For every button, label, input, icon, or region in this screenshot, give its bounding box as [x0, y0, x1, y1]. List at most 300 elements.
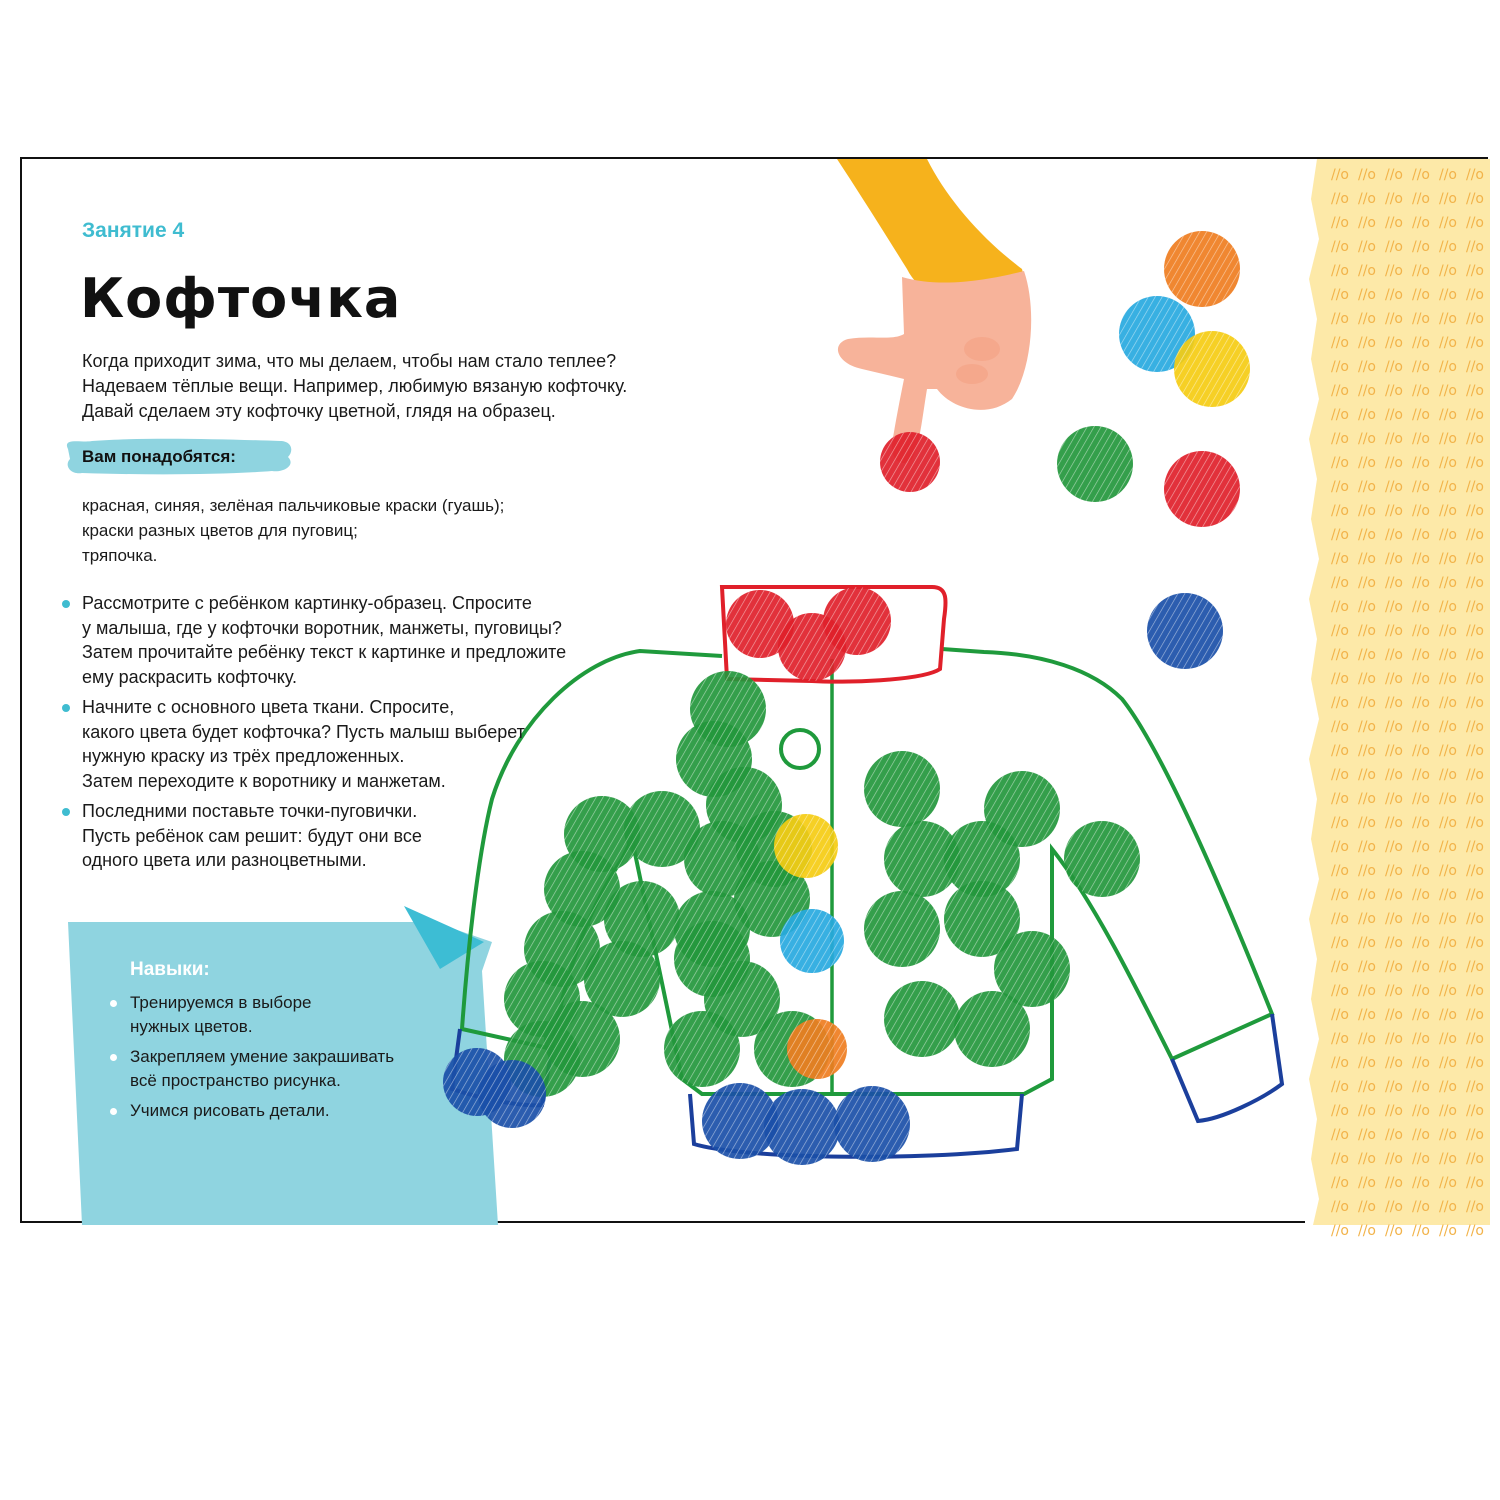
stripe-mark: //o [1331, 527, 1349, 543]
stripe-mark: //o [1385, 1007, 1403, 1023]
stripe-mark: //o [1331, 815, 1349, 831]
stripe-mark: //o [1466, 695, 1484, 711]
stripe-mark: //o [1331, 575, 1349, 591]
stripe-mark: //o [1385, 983, 1403, 999]
stripe-mark: //o [1439, 815, 1457, 831]
stripe-mark: //o [1385, 1031, 1403, 1047]
stripe-mark: //o [1358, 191, 1376, 207]
stripe-mark: //o [1466, 767, 1484, 783]
stripe-mark: //o [1358, 383, 1376, 399]
stripe-mark: //o [1466, 431, 1484, 447]
stripe-mark: //o [1331, 239, 1349, 255]
stripe-mark: //o [1358, 1031, 1376, 1047]
stripe-mark: //o [1385, 551, 1403, 567]
stripe-mark: //o [1358, 359, 1376, 375]
stripe-mark: //o [1439, 935, 1457, 951]
stripe-mark: //o [1358, 719, 1376, 735]
intro-line: Надеваем тёплые вещи. Например, любимую вязаную кофточку. [82, 376, 628, 396]
stripe-mark: //o [1439, 359, 1457, 375]
stripe-mark: //o [1331, 359, 1349, 375]
stripe-mark: //o [1466, 479, 1484, 495]
stripe-mark: //o [1412, 983, 1430, 999]
step-line: Последними поставьте точки-пуговички. [82, 801, 418, 821]
stripe-mark: //o [1331, 959, 1349, 975]
stripe-mark: //o [1412, 863, 1430, 879]
stripe-mark: //o [1412, 1103, 1430, 1119]
intro-text [82, 349, 722, 424]
stripe-mark: //o [1412, 263, 1430, 279]
stripe-mark: //o [1412, 287, 1430, 303]
stripe-mark: //o [1358, 839, 1376, 855]
step-line: Затем переходите к воротнику и манжетам. [82, 770, 446, 791]
intro-line: Когда приходит зима, что мы делаем, чтобы нам стало теплее? [82, 351, 617, 371]
stripe-mark: //o [1385, 455, 1403, 471]
stripe-mark: //o [1439, 215, 1457, 231]
bullet-icon [110, 1054, 117, 1061]
stripe-mark: //o [1385, 647, 1403, 663]
paint-dot [443, 1048, 511, 1116]
stripe-mark: //o [1331, 407, 1349, 423]
page-title: Кофточка [80, 267, 402, 330]
stripe-mark: //o [1439, 839, 1457, 855]
stripe-mark: //o [1385, 959, 1403, 975]
stripe-mark: //o [1385, 1151, 1403, 1167]
materials-label: Вам понадобятся: [82, 447, 236, 466]
paint-dot [984, 771, 1060, 847]
stripe-mark: //o [1466, 311, 1484, 327]
stripe-mark: //o [1358, 623, 1376, 639]
materials-line: красная, синяя, зелёная пальчиковые краски (гуашь); [82, 496, 505, 515]
stripe-mark: //o [1412, 767, 1430, 783]
stripe-mark: //o [1331, 1055, 1349, 1071]
skill-line: Тренируемся в выборе [130, 993, 312, 1012]
stripe-mark: //o [1331, 623, 1349, 639]
stripe-mark: //o [1466, 983, 1484, 999]
stripe-mark: //o [1331, 719, 1349, 735]
stripe-mark: //o [1358, 815, 1376, 831]
stripe-mark: //o [1439, 191, 1457, 207]
stripe-mark: //o [1439, 575, 1457, 591]
stripe-mark: //o [1439, 1055, 1457, 1071]
stripe-mark: //o [1466, 167, 1484, 183]
paint-dot [823, 587, 891, 655]
stripe-mark: //o [1358, 791, 1376, 807]
stripe-mark: //o [1439, 1127, 1457, 1143]
stripe-mark: //o [1331, 383, 1349, 399]
stripe-mark: //o [1412, 719, 1430, 735]
stripe-mark: //o [1331, 983, 1349, 999]
stripe-mark: //o [1331, 671, 1349, 687]
stripe-mark: //o [1466, 407, 1484, 423]
stripe-mark: //o [1466, 191, 1484, 207]
skills-title: Навыки: [130, 959, 210, 980]
stripe-mark: //o [1358, 1175, 1376, 1191]
stripe-mark: //o [1358, 695, 1376, 711]
stripe-mark: //o [1412, 503, 1430, 519]
stripe-mark: //o [1385, 311, 1403, 327]
bullet-icon [110, 1108, 117, 1115]
skill-item [110, 1099, 440, 1123]
stripe-mark: //o [1385, 431, 1403, 447]
paint-dot [1164, 451, 1240, 527]
paint-dot [1147, 593, 1223, 669]
stripe-mark: //o [1466, 1175, 1484, 1191]
stripe-mark: //o [1412, 479, 1430, 495]
stripe-mark: //o [1385, 671, 1403, 687]
stripe-mark: //o [1466, 887, 1484, 903]
stripe-mark: //o [1466, 647, 1484, 663]
stripe-mark: //o [1439, 719, 1457, 735]
step-item [62, 695, 662, 793]
paint-dot [774, 814, 838, 878]
stripe-mark: //o [1385, 935, 1403, 951]
paint-dot [1064, 821, 1140, 897]
stripe-mark: //o [1412, 599, 1430, 615]
stripe-mark: //o [1385, 383, 1403, 399]
stripe-mark: //o [1358, 455, 1376, 471]
stripe-mark: //o [1331, 1031, 1349, 1047]
stripe-mark: //o [1439, 335, 1457, 351]
stripe-mark: //o [1466, 239, 1484, 255]
stripe-mark: //o [1412, 527, 1430, 543]
stripe-mark: //o [1412, 383, 1430, 399]
stripe-mark: //o [1412, 455, 1430, 471]
stripe-mark: //o [1439, 383, 1457, 399]
step-item [62, 799, 662, 873]
stripe-mark: //o [1358, 1151, 1376, 1167]
stripe-mark: //o [1385, 335, 1403, 351]
stripe-mark: //o [1331, 263, 1349, 279]
stripe-mark: //o [1466, 335, 1484, 351]
stripe-mark: //o [1412, 671, 1430, 687]
materials-line: краски разных цветов для пуговиц; [82, 521, 358, 540]
stripe-mark: //o [1412, 167, 1430, 183]
stripe-mark: //o [1466, 263, 1484, 279]
stripe-mark: //o [1412, 1223, 1430, 1239]
step-item [62, 591, 662, 689]
stripe-mark: //o [1331, 1151, 1349, 1167]
stripe-mark: //o [1412, 791, 1430, 807]
stripe-mark: //o [1358, 1127, 1376, 1143]
stripe-mark: //o [1385, 695, 1403, 711]
stripe-mark: //o [1466, 839, 1484, 855]
stripe-mark: //o [1358, 647, 1376, 663]
stripe-mark: //o [1358, 335, 1376, 351]
stripe-mark: //o [1412, 551, 1430, 567]
stripe-mark: //o [1358, 599, 1376, 615]
stripe-mark: //o [1412, 1127, 1430, 1143]
paint-dot [864, 891, 940, 967]
stripe-mark: //o [1331, 863, 1349, 879]
stripe-mark: //o [1466, 527, 1484, 543]
stripe-mark: //o [1385, 815, 1403, 831]
stripe-mark: //o [1385, 503, 1403, 519]
stripe-mark: //o [1358, 431, 1376, 447]
stripe-mark: //o [1439, 791, 1457, 807]
stripe-mark: //o [1466, 359, 1484, 375]
stripe-mark: //o [1385, 191, 1403, 207]
stripe-mark: //o [1331, 1103, 1349, 1119]
stripe-mark: //o [1466, 599, 1484, 615]
stripe-mark: //o [1439, 311, 1457, 327]
stripe-mark: //o [1385, 887, 1403, 903]
stripe-mark: //o [1439, 479, 1457, 495]
stripe-mark: //o [1439, 671, 1457, 687]
stripe-mark: //o [1466, 1079, 1484, 1095]
stripe-mark: //o [1385, 263, 1403, 279]
stripe-mark: //o [1358, 1007, 1376, 1023]
stripe-mark: //o [1412, 1199, 1430, 1215]
stripe-mark: //o [1439, 1175, 1457, 1191]
paint-dot [1164, 231, 1240, 307]
stripe-mark: //o [1358, 215, 1376, 231]
stripe-mark: //o [1358, 503, 1376, 519]
stripe-mark: //o [1439, 431, 1457, 447]
step-line: ему раскрасить кофточку. [82, 666, 297, 687]
stripe-mark: //o [1331, 1127, 1349, 1143]
stripe-mark: //o [1358, 983, 1376, 999]
stripe-mark: //o [1439, 455, 1457, 471]
skill-item [110, 991, 440, 1039]
stripe-mark: //o [1358, 1079, 1376, 1095]
stripe-mark: //o [1358, 479, 1376, 495]
stripe-mark: //o [1439, 767, 1457, 783]
step-line: нужную краску из трёх предложенных. [82, 746, 405, 766]
stripe-mark: //o [1412, 695, 1430, 711]
stripe-mark: //o [1331, 455, 1349, 471]
stripe-mark: //o [1412, 1055, 1430, 1071]
paint-dot [780, 909, 844, 973]
stripe-mark: //o [1358, 767, 1376, 783]
lesson-label: Занятие 4 [82, 219, 185, 242]
stripe-mark: //o [1439, 623, 1457, 639]
stripe-mark: //o [1439, 911, 1457, 927]
stripe-mark: //o [1439, 1199, 1457, 1215]
paint-dot [834, 1086, 910, 1162]
stripe-mark: //o [1439, 551, 1457, 567]
stripe-mark: //o [1439, 1151, 1457, 1167]
stripe-mark: //o [1358, 311, 1376, 327]
stripe-mark: //o [1331, 1079, 1349, 1095]
stripe-mark: //o [1466, 215, 1484, 231]
stripe-mark: //o [1331, 791, 1349, 807]
stripe-mark: //o [1466, 671, 1484, 687]
paint-dot [954, 991, 1030, 1067]
step-line: Рассмотрите с ребёнком картинку-образец. Спросите [82, 593, 532, 613]
stripe-mark: //o [1358, 551, 1376, 567]
stripe-mark: //o [1412, 311, 1430, 327]
stripe-mark: //o [1385, 1175, 1403, 1191]
skills-list [110, 991, 440, 1129]
bullet-icon [62, 600, 70, 608]
stripe-mark: //o [1358, 863, 1376, 879]
stripe-mark: //o [1331, 599, 1349, 615]
stripe-mark: //o [1358, 527, 1376, 543]
stripe-mark: //o [1385, 599, 1403, 615]
stripe-mark: //o [1466, 1007, 1484, 1023]
stripe-mark: //o [1385, 239, 1403, 255]
stripe-mark: //o [1385, 287, 1403, 303]
stripe-mark: //o [1331, 1007, 1349, 1023]
stripe-mark: //o [1331, 215, 1349, 231]
stripe-mark: //o [1331, 335, 1349, 351]
paint-dot [1057, 426, 1133, 502]
stripe-mark: //o [1412, 1151, 1430, 1167]
paint-dot [1174, 331, 1250, 407]
stripe-mark: //o [1385, 863, 1403, 879]
stripe-mark: //o [1358, 935, 1376, 951]
stripe-mark: //o [1439, 959, 1457, 975]
stripe-mark: //o [1412, 359, 1430, 375]
stripe-mark: //o [1412, 1079, 1430, 1095]
stripe-mark: //o [1466, 791, 1484, 807]
paint-dot [787, 1019, 847, 1079]
bullet-icon [110, 1000, 117, 1007]
stripe-mark: //o [1385, 575, 1403, 591]
step-line: какого цвета будет кофточка? Пусть малыш выберет [82, 721, 525, 742]
stripe-mark: //o [1358, 407, 1376, 423]
bullet-icon [62, 808, 70, 816]
stripe-mark: //o [1412, 1175, 1430, 1191]
stripe-mark: //o [1412, 1031, 1430, 1047]
stripe-mark: //o [1466, 911, 1484, 927]
stripe-mark: //o [1385, 1079, 1403, 1095]
stripe-mark: //o [1358, 263, 1376, 279]
stripe-mark: //o [1331, 767, 1349, 783]
stripe-mark: //o [1439, 527, 1457, 543]
stripe-mark: //o [1385, 1103, 1403, 1119]
stripe-mark: //o [1412, 959, 1430, 975]
instruction-steps [62, 591, 662, 879]
skill-line: всё пространство рисунка. [130, 1071, 341, 1090]
stripe-mark: //o [1331, 911, 1349, 927]
paint-dot [880, 432, 940, 492]
materials-line: тряпочка. [82, 546, 158, 565]
stripe-mark: //o [1439, 407, 1457, 423]
stripe-mark: //o [1412, 407, 1430, 423]
stripe-mark: //o [1466, 551, 1484, 567]
stripe-mark: //o [1358, 239, 1376, 255]
stripe-mark: //o [1385, 1055, 1403, 1071]
stripe-mark: //o [1439, 743, 1457, 759]
step-line: Пусть ребёнок сам решит: будут они все [82, 825, 422, 846]
paint-dot [864, 751, 940, 827]
skill-item [110, 1045, 440, 1093]
stripe-mark: //o [1385, 623, 1403, 639]
stripe-mark: //o [1466, 815, 1484, 831]
stripe-mark: //o [1466, 575, 1484, 591]
stripe-mark: //o [1466, 1127, 1484, 1143]
stripe-mark: //o [1358, 671, 1376, 687]
stripe-mark: //o [1412, 623, 1430, 639]
page [20, 157, 1488, 1239]
stripe-mark: //o [1412, 647, 1430, 663]
stripe-mark: //o [1385, 791, 1403, 807]
stripe-mark: //o [1439, 1223, 1457, 1239]
stripe-mark: //o [1466, 455, 1484, 471]
stripe-mark: //o [1358, 575, 1376, 591]
stripe-mark: //o [1385, 527, 1403, 543]
stripe-mark: //o [1358, 1199, 1376, 1215]
stripe-mark: //o [1358, 1103, 1376, 1119]
stripe-mark: //o [1385, 1127, 1403, 1143]
stripe-mark: //o [1466, 1103, 1484, 1119]
stripe-mark: //o [1466, 1055, 1484, 1071]
stripe-mark: //o [1331, 647, 1349, 663]
stripe-mark: //o [1385, 215, 1403, 231]
stripe-mark: //o [1331, 695, 1349, 711]
stripe-mark: //o [1331, 551, 1349, 567]
paint-dot [664, 1011, 740, 1087]
stripe-mark: //o [1331, 167, 1349, 183]
stripe-mark: //o [1466, 623, 1484, 639]
stripe-mark: //o [1439, 1079, 1457, 1095]
hand-illustration [837, 159, 1031, 463]
stripe-mark: //o [1412, 935, 1430, 951]
stripe-mark: //o [1466, 1151, 1484, 1167]
stripe-mark: //o [1466, 1031, 1484, 1047]
stripe-mark: //o [1412, 815, 1430, 831]
stripe-mark: //o [1385, 407, 1403, 423]
stripe-mark: //o [1385, 743, 1403, 759]
paint-dot [764, 1089, 840, 1165]
stripe-mark: //o [1439, 287, 1457, 303]
step-line: одного цвета или разноцветными. [82, 850, 367, 870]
stripe-mark: //o [1466, 1223, 1484, 1239]
stripe-mark: //o [1331, 191, 1349, 207]
stripe-mark: //o [1439, 1007, 1457, 1023]
stripe-mark: //o [1385, 719, 1403, 735]
stripe-mark: //o [1439, 983, 1457, 999]
stripe-mark: //o [1331, 839, 1349, 855]
stripe-mark: //o [1439, 599, 1457, 615]
stripe-mark: //o [1358, 743, 1376, 759]
stripe-mark: //o [1439, 887, 1457, 903]
stripe-mark: //o [1412, 743, 1430, 759]
paint-dot [884, 981, 960, 1057]
skill-line: Закрепляем умение закрашивать [130, 1047, 395, 1066]
skill-line: нужных цветов. [130, 1017, 253, 1036]
stripe-mark: //o [1412, 575, 1430, 591]
stripe-mark: //o [1358, 887, 1376, 903]
stripe-mark: //o [1331, 311, 1349, 327]
intro-line: Давай сделаем эту кофточку цветной, глядя на образец. [82, 401, 556, 421]
stripe-mark: //o [1331, 287, 1349, 303]
stripe-mark: //o [1412, 215, 1430, 231]
stripe-mark: //o [1385, 1199, 1403, 1215]
stripe-mark: //o [1439, 1103, 1457, 1119]
stripe-mark: //o [1331, 431, 1349, 447]
stripe-mark: //o [1385, 911, 1403, 927]
stripe-mark: //o [1466, 719, 1484, 735]
stripe-mark: //o [1412, 191, 1430, 207]
stripe-mark: //o [1385, 839, 1403, 855]
step-line: Затем прочитайте ребёнку текст к картинке и предложите [82, 642, 567, 662]
stripe-mark: //o [1331, 743, 1349, 759]
stripe-mark: //o [1439, 239, 1457, 255]
stripe-mark: //o [1412, 239, 1430, 255]
stripe-mark: //o [1466, 743, 1484, 759]
stripe-mark: //o [1412, 335, 1430, 351]
stripe-mark: //o [1385, 359, 1403, 375]
stripe-mark: //o [1466, 1199, 1484, 1215]
stripe-mark: //o [1439, 863, 1457, 879]
stripe-mark: //o [1358, 959, 1376, 975]
stripe-mark: //o [1439, 503, 1457, 519]
bullet-icon [62, 704, 70, 712]
stripe-mark: //o [1466, 503, 1484, 519]
stripe-mark: //o [1439, 167, 1457, 183]
